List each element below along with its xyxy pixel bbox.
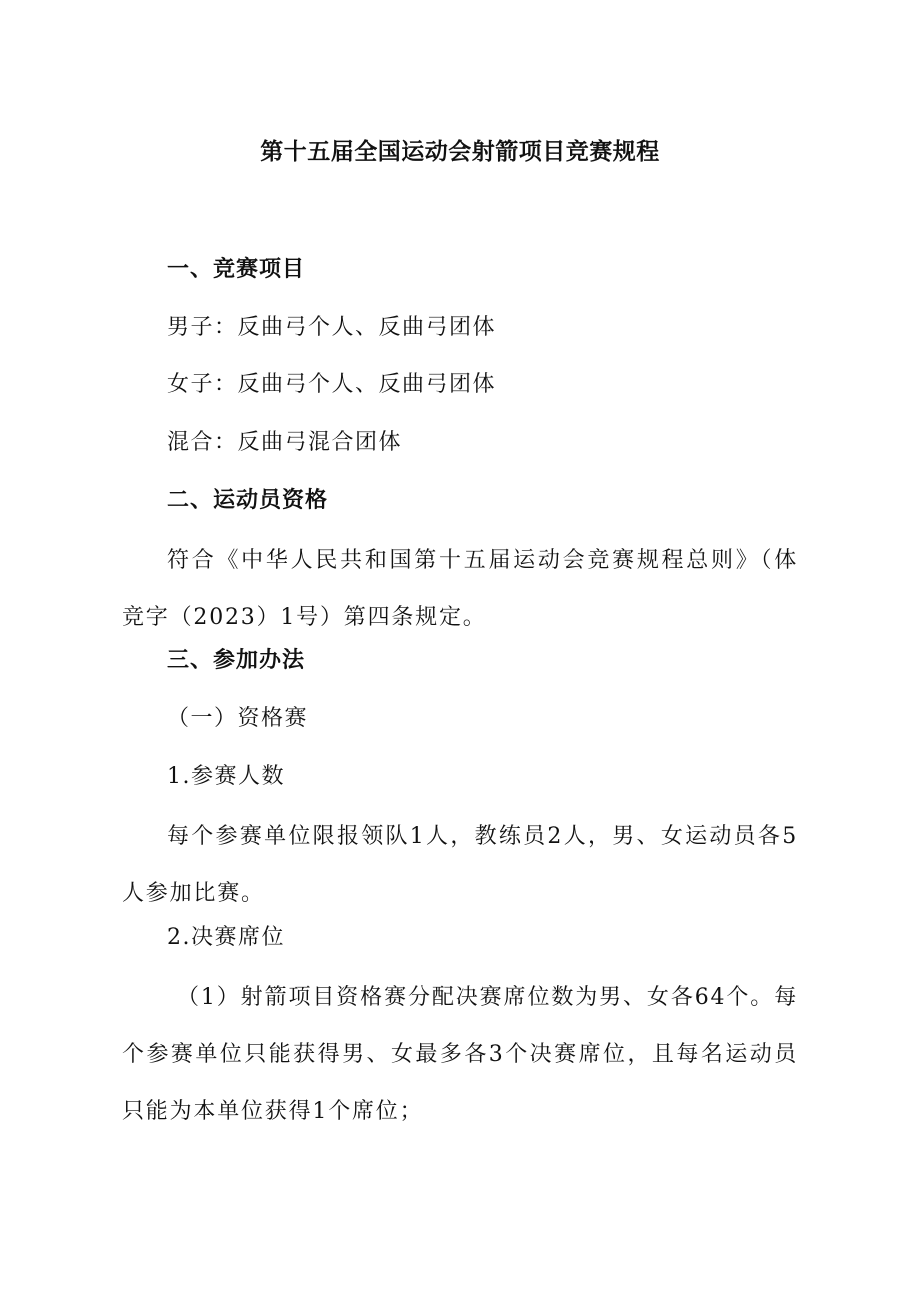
item-final-quota-title: 2.决赛席位 — [167, 925, 285, 950]
item-entries-paragraph: 每个参赛单位限报领队1人，教练员2人，男、女运动员各5人参加比赛。 — [122, 824, 798, 906]
subsection-qualification: （一）资格赛 — [167, 706, 309, 731]
section-heading-eligibility: 二、运动员资格 — [167, 488, 329, 513]
item-entries-title: 1.参赛人数 — [167, 764, 285, 789]
section-heading-participation: 三、参加办法 — [167, 648, 306, 673]
document-title: 第十五届全国运动会射箭项目竞赛规程 — [260, 139, 660, 165]
events-men: 男子：反曲弓个人、反曲弓团体 — [167, 315, 497, 340]
item-final-quota-paragraph: （1）射箭项目资格赛分配决赛席位数为男、女各64个。每个参赛单位只能获得男、女最多各3个决赛席位，且每名运动员只能为本单位获得1个席位； — [122, 985, 798, 1124]
events-women: 女子：反曲弓个人、反曲弓团体 — [167, 372, 497, 397]
events-mixed: 混合：反曲弓混合团体 — [167, 430, 403, 455]
eligibility-paragraph: 符合《中华人民共和国第十五届运动会竞赛规程总则》（体竞字（2023）1号）第四条规定。 — [122, 548, 798, 630]
section-heading-events: 一、竞赛项目 — [167, 257, 306, 282]
